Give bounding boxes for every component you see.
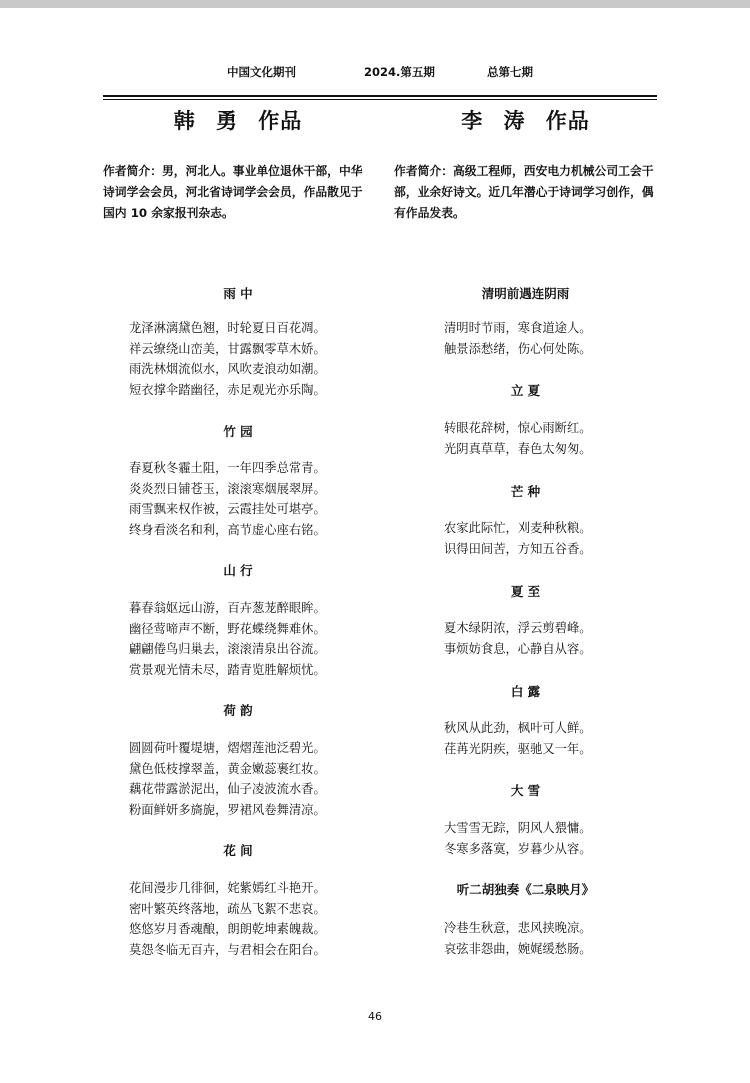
right-poem-body [444,718,657,759]
poem-line: 夏木绿阴浓，浮云剪碧峰。 [444,621,592,635]
poem-line: 光阴真草草，春色太匆匆。 [444,441,592,456]
poem-line: 龙泽淋漓黛色翘，时轮夏日百花凋。 [129,321,326,335]
right-poem-title: 清明前遇连阴雨 [481,286,570,301]
right-poem-body [444,518,657,559]
page-number: 46 [368,1010,382,1023]
left-poem-title: 山 行 [223,563,253,578]
poem-line: 赏景观光情未尽，踏青览胜解烦忧。 [129,662,326,677]
poem-line: 冷巷生秋意，悲风挟晚凉。 [444,921,592,935]
right-column [394,104,657,956]
poem-line: 雨雪飘来权作被，云霞挂处可堪亭。 [129,502,326,516]
poem-line: 祥云缭绕山峦美，甘露飘零草木娇。 [129,341,326,356]
left-poem-title: 雨 中 [223,286,253,301]
right-poem-body [444,618,657,659]
left-poem-title: 花 间 [223,843,253,858]
poem-line: 荏苒光阴疾，驱驰又一年。 [444,741,592,756]
right-poem-body [444,318,657,359]
left-author-title: 韩 勇 作品 [173,109,303,133]
poem-line: 粉面鲜妍多旖旎，罗裙风卷舞清凉。 [129,802,326,817]
left-poem-body [129,878,373,960]
right-author-bio: 作者简介：高级工程师，西安电力机械公司工会干部，业余好诗文。近几年潜心于诗词学习创作，偶有作品发表。 [394,164,654,220]
poem-line: 农家此际忙，刈麦种秋粮。 [444,521,592,535]
right-poem-body [444,918,657,959]
right-poem-body [444,818,657,859]
poem-line: 短衣撑伞踏幽径，赤足观光亦乐陶。 [129,382,326,397]
journal-name: 中国文化期刊 [227,65,296,79]
poem-line: 黛色低枝撑翠盖，黄金嫩蕊裹红妆。 [129,761,326,776]
left-poem-body [129,598,373,680]
poem-line: 哀弦非怨曲，婉娓缓愁肠。 [444,941,592,956]
poem-line: 暮春翁妪远山游，百卉葱茏醉眼眸。 [129,601,326,615]
left-poem-body [129,318,373,400]
poem-line: 春夏秋冬霾土阻，一年四季总常青。 [129,461,326,475]
left-column [103,104,373,957]
total-issue-label: 总第七期 [487,65,533,79]
right-author-title: 李 涛 作品 [461,109,590,133]
poem-line: 雨洗林烟流似水，风吹麦浪动如潮。 [129,362,326,376]
poem-line: 翩翩倦鸟归巢去，滚滚清泉出谷流。 [129,642,326,656]
poem-line: 事烦妨食息，心静自从容。 [444,641,592,656]
header-rule-thin [103,99,657,100]
poem-line: 藕花带露淤泥出，仙子凌波流水香。 [129,782,326,796]
left-poem-body [129,738,373,820]
poem-line: 炎炎烈日铺苍玉，滚滚寒烟展翠屏。 [129,481,326,496]
right-poem-title: 立 夏 [510,383,541,398]
journal-header [0,64,750,84]
poem-line: 终身看淡名和利，高节虚心座右铭。 [129,522,326,537]
poem-line: 触景添愁绪，伤心何处陈。 [444,341,592,356]
poem-line: 秋风从此劲，枫叶可人鲜。 [444,721,592,735]
poem-line: 圆圆荷叶覆堤塘，熠熠莲池泛碧光。 [129,741,326,755]
poem-line: 大雪雪无踪，阴风人猥慵。 [444,821,592,835]
right-poem-title: 听二胡独奏《二泉映月》 [456,882,595,897]
right-poem-body [444,418,657,459]
left-poem-title: 荷 韵 [223,703,253,718]
poem-line: 识得田间苦，方知五谷香。 [444,541,592,556]
poem-line: 莫怨冬临无百卉，与君相会在阳台。 [129,942,326,957]
poem-line: 幽径莺啼声不断，野花蝶绕舞难休。 [129,621,326,636]
header-rule-thick [103,95,657,97]
poem-line: 密叶繁英终落地，疏丛飞絮不悲哀。 [129,901,326,916]
right-poem-title: 芒 种 [510,484,541,499]
left-author-bio: 作者简介：男，河北人。事业单位退休干部，中华诗词学会会员，河北省诗词学会会员，作品散见于国内 10 余家报刊杂志。 [103,164,363,220]
poem-line: 花间漫步几徘徊，姹紫嫣红斗艳开。 [129,881,326,895]
poem-line: 冬寒多落寞，岁暮少从容。 [444,841,592,856]
right-poem-title: 大 雪 [510,783,541,798]
left-poem-title: 竹 园 [223,424,253,439]
poem-line: 转眼花辞树，惊心雨断红。 [444,421,592,435]
top-gray-bar [0,0,750,8]
poem-line: 清明时节雨，寒食道途人。 [444,321,592,335]
right-poem-title: 白 露 [510,684,541,699]
issue-label: 2024.第五期 [364,65,435,79]
left-poem-body [129,458,373,540]
poem-line: 悠悠岁月香魂酿，朗朗乾坤素魄裁。 [129,922,326,936]
right-poem-title: 夏 至 [510,584,541,599]
